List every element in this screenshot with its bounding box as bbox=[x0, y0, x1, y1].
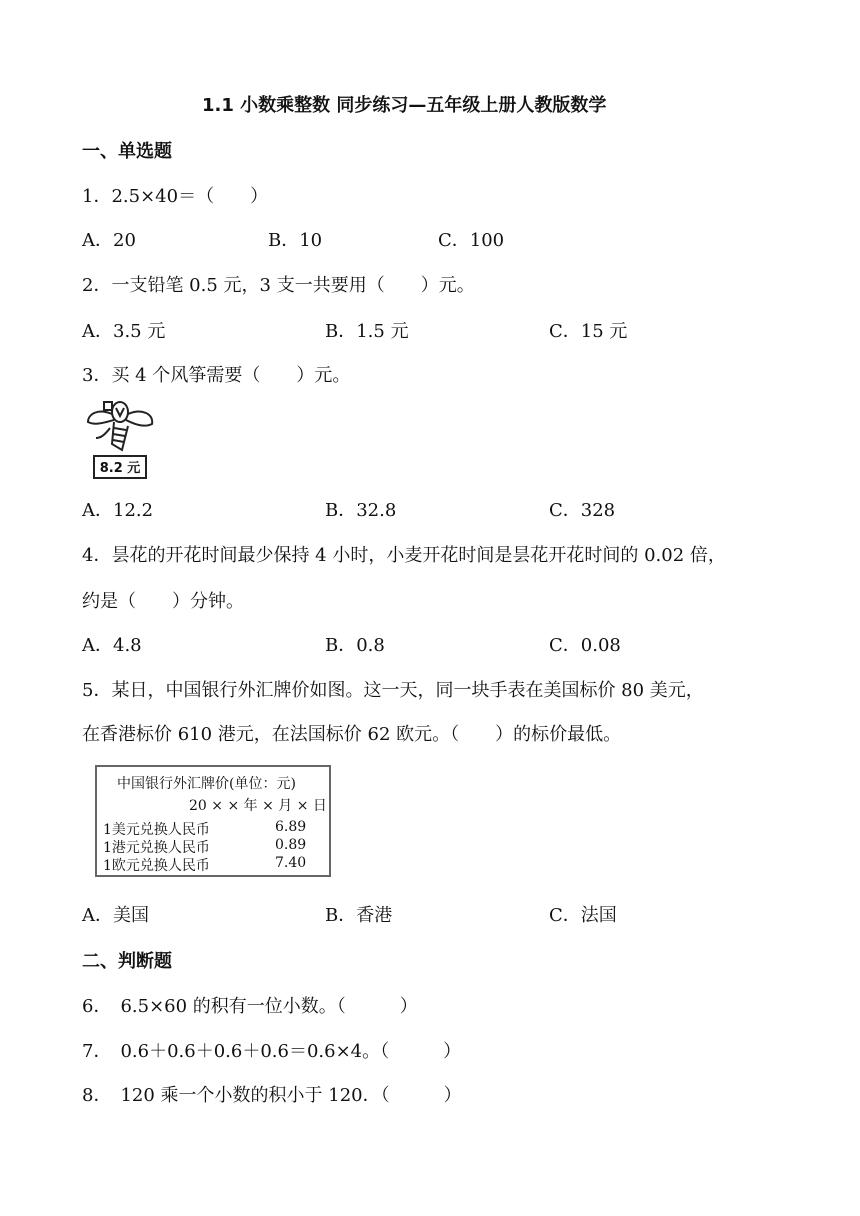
q3-option-c: C．328 bbox=[549, 500, 616, 521]
q3-option-b: B．32.8 bbox=[325, 500, 397, 521]
q4-option-b: B．0.8 bbox=[325, 635, 385, 656]
q2-option-c: C．15 元 bbox=[549, 321, 628, 342]
rate-row-value: 6.89 bbox=[275, 819, 307, 835]
question-1: 1．2.5×40＝（ ） bbox=[82, 186, 269, 207]
kite-image bbox=[84, 398, 158, 482]
q4-option-c: C．0.08 bbox=[549, 635, 621, 656]
q1-option-c: C．100 bbox=[438, 230, 505, 251]
rate-table-header: 中国银行外汇牌价(单位：元) bbox=[117, 776, 296, 792]
question-4-line-1: 4．昙花的开花时间最少保持 4 小时，小麦开花时间是昙花开花时间的 0.02 倍， bbox=[82, 545, 726, 566]
question-7: 7． 0.6＋0.6＋0.6＋0.6＝0.6×4。（ ） bbox=[82, 1041, 462, 1062]
rate-row-label: 1欧元兑换人民币 bbox=[103, 858, 210, 874]
rate-row-value: 0.89 bbox=[275, 837, 307, 853]
question-6: 6． 6.5×60 的积有一位小数。（ ） bbox=[82, 996, 418, 1017]
question-5-line-1: 5．某日，中国银行外汇牌价如图。这一天，同一块手表在美国标价 80 美元， bbox=[82, 680, 704, 701]
q2-option-b: B．1.5 元 bbox=[325, 321, 409, 342]
exchange-rate-table bbox=[95, 765, 331, 877]
rate-row-label: 1港元兑换人民币 bbox=[103, 840, 210, 856]
rate-table-date: 20 × × 年 × 月 × 日 bbox=[189, 798, 327, 814]
q4-option-a: A．4.8 bbox=[82, 635, 142, 656]
question-2: 2．一支铅笔 0.5 元，3 支一共要用（ ）元。 bbox=[82, 275, 475, 296]
section-heading-true-false: 二、判断题 bbox=[82, 951, 172, 972]
q5-option-c: C．法国 bbox=[549, 905, 617, 926]
q2-option-a: A．3.5 元 bbox=[82, 321, 166, 342]
rate-row-value: 7.40 bbox=[275, 855, 307, 871]
q5-option-b: B．香港 bbox=[325, 905, 393, 926]
page-title: 1.1 小数乘整数 同步练习—五年级上册人教版数学 bbox=[202, 95, 607, 116]
question-4-line-2: 约是（ ）分钟。 bbox=[82, 591, 244, 612]
kite-price-label: 8.2 元 bbox=[99, 461, 141, 476]
rate-row-label: 1美元兑换人民币 bbox=[103, 822, 210, 838]
section-heading-single-choice: 一、单选题 bbox=[82, 141, 172, 162]
question-3: 3．买 4 个风筝需要（ ）元。 bbox=[82, 365, 351, 386]
q3-option-a: A．12.2 bbox=[82, 500, 154, 521]
q5-option-a: A．美国 bbox=[82, 905, 149, 926]
q1-option-a: A．20 bbox=[82, 230, 136, 251]
question-8: 8． 120 乘一个小数的积小于 120．（ ） bbox=[82, 1085, 462, 1106]
question-5-line-2: 在香港标价 610 港元，在法国标价 62 欧元。（ ）的标价最低。 bbox=[82, 724, 622, 745]
q1-option-b: B．10 bbox=[268, 230, 323, 251]
